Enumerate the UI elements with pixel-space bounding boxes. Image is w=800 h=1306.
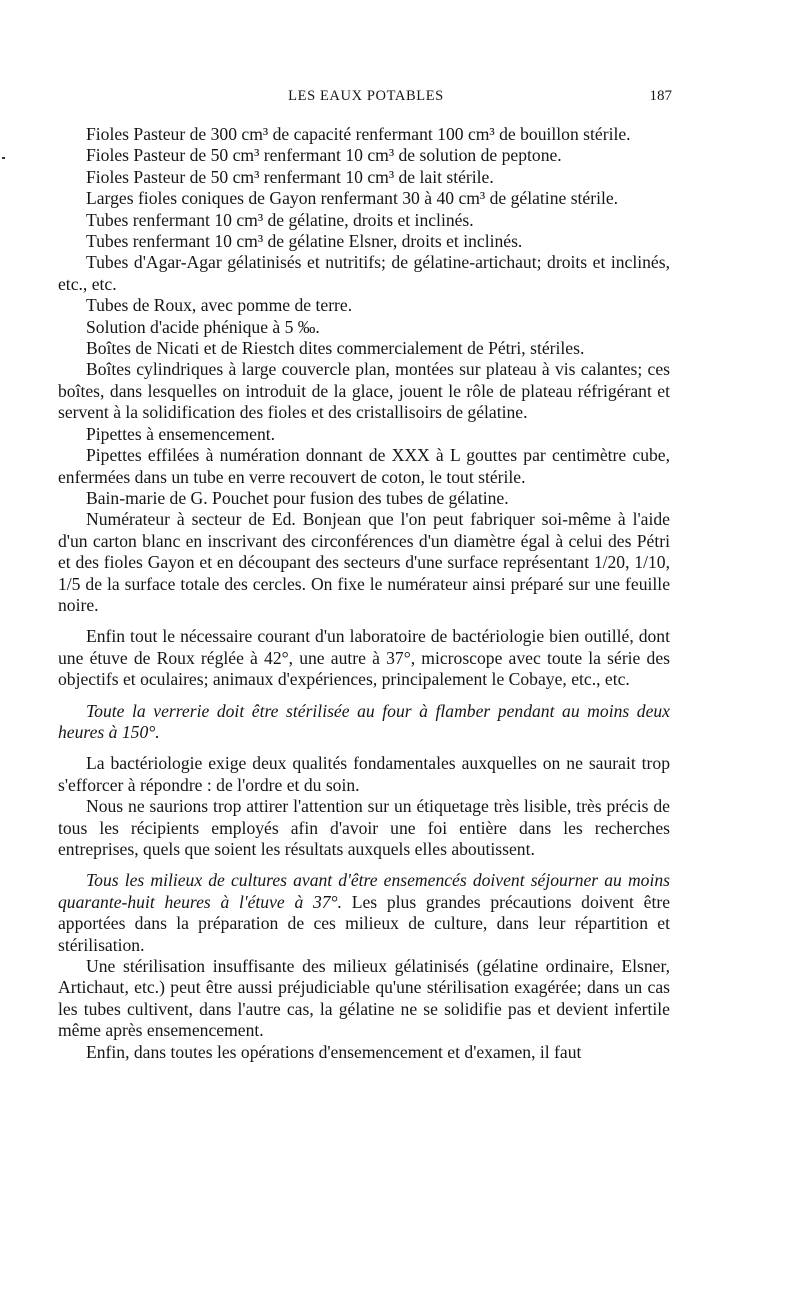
paragraph-etiquetage: Nous ne saurions trop attirer l'attention sur un étiquetage très lisible, très précis de tous les récipients employés afin d'avoir une foi entière dans les recherches entreprises, quels que soient les résultats auxquels elles aboutissent. [58, 796, 670, 859]
italic-lead: Tous les milieux de cultures avant d'être ensemencés doivent séjourner au moins quarante-huit heures à l'étuve à 37°. [58, 870, 670, 912]
paragraph-tubes-roux: Tubes de Roux, avec pomme de terre. [86, 295, 353, 316]
paragraph-tubes-elsner: Tubes renfermant 10 cm³ de gélatine Elsner, droits et inclinés. [86, 231, 523, 252]
page-number: 187 [649, 88, 672, 104]
paragraph-fioles-peptone: Fioles Pasteur de 50 cm³ renfermant 10 cm³ de solution de peptone. [86, 145, 562, 166]
paragraph-boites-cylindriques: Boîtes cylindriques à large couvercle plan, montées sur plateau à vis calantes; ces boîtes, dans lesquelles on introduit de la glace, jouent le rôle de plateau réfrigérant et servent à la solidification des fioles et des cristallisoirs de gélatine. [58, 359, 670, 423]
paragraph-tubes-agar: Tubes d'Agar-Agar gélatinisés et nutritifs; de gélatine-artichaut; droits et inclinés, etc., etc. [58, 252, 670, 294]
paragraph-boites-nicati: Boîtes de Nicati et de Riestch dites commercialement de Pétri, stériles. [86, 338, 585, 359]
paragraph-fioles-lait: Fioles Pasteur de 50 cm³ renfermant 10 cm³ de lait stérile. [86, 166, 494, 187]
page-header [60, 88, 672, 110]
paragraph-pipettes: Pipettes à ensemencement. [86, 423, 276, 444]
paragraph-bacteriologie: La bactériologie exige deux qualités fondamentales auxquelles on ne saurait trop s'efforcer à répondre : de l'ordre et du soin. [58, 753, 670, 795]
paragraph-enfin-laboratoire: Enfin tout le nécessaire courant d'un laboratoire de bactériologie bien outillé, dont une étuve de Roux réglée à 42°, une autre à 37°, microscope avec toute la série des objectifs et oculaires; animaux d'expériences, principalement le Cobaye, etc., etc. [58, 626, 670, 690]
paragraph-acide-phenique: Solution d'acide phénique à 5 ‰. [86, 316, 320, 337]
paragraph-numerateur: Numérateur à secteur de Ed. Bonjean que l'on peut fabriquer soi-même à l'aide d'un carton blanc en inscrivant des circonférences d'un diamètre égal à celui des Pétri et des fioles Gayon et en découpant des secteurs d'une surface représentant 1/20, 1/10, 1/5 de la surface totale des cercles. On fixe le numérateur ainsi préparé sur une feuille noire. [58, 509, 670, 615]
paragraph-milieux [58, 870, 670, 956]
paragraph-fioles-gayon: Larges fioles coniques de Gayon renfermant 30 à 40 cm³ de gélatine stérile. [86, 188, 619, 209]
paragraph-enfin-operations: Enfin, dans toutes les opérations d'ensemencement et d'examen, il faut [86, 1041, 582, 1062]
margin-mark [2, 157, 5, 159]
running-title: LES EAUX POTABLES [288, 88, 444, 104]
body-text [58, 124, 670, 1063]
paragraph-fioles-300: Fioles Pasteur de 300 cm³ de capacité renfermant 100 cm³ de bouillon stérile. [86, 124, 631, 144]
paragraph-sterilisation: Une stérilisation insuffisante des milieux gélatinisés (gélatine ordinaire, Elsner, Artichaut, etc.) peut être aussi préjudiciable qu'une stérilisation exagérée; dans un cas les tubes cultivent, dans l'autre cas, la gélatine ne se solidifie pas et devient infertile même après ensemencement. [58, 956, 670, 1041]
paragraph-pipettes-effilees: Pipettes effilées à numération donnant de XXX à L gouttes par centimètre cube, enfermées dans un tube en verre recouvert de coton, le tout stérile. [58, 445, 670, 487]
paragraph-verrerie: Toute la verrerie doit être stérilisée au four à flamber pendant au moins deux heures à 150°. [58, 700, 670, 742]
paragraph-tubes-gelatine: Tubes renfermant 10 cm³ de gélatine, droits et inclinés. [86, 209, 474, 230]
paragraph-bain-marie: Bain-marie de G. Pouchet pour fusion des tubes de gélatine. [86, 487, 509, 508]
paragraph-milieux-rest: Les plus grandes précautions doivent être apportées dans la préparation de ces milieux de culture, dans leur répartition et stérilisation. [58, 891, 671, 955]
